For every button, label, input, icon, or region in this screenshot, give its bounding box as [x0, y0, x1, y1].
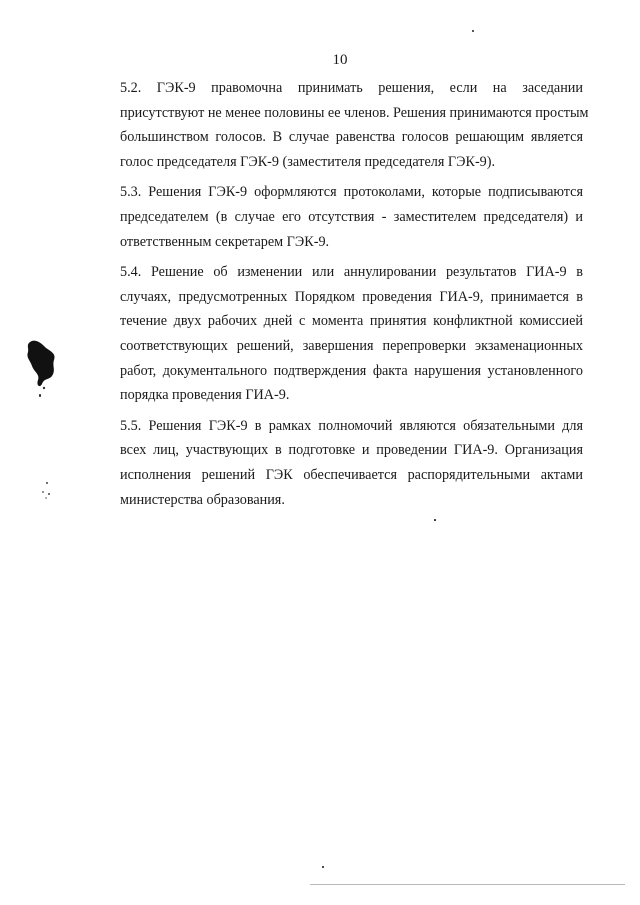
paragraph-5-3 — [98, 180, 583, 254]
paragraph-5-4 — [98, 260, 583, 408]
text-line: исполнения решений ГЭК обеспечивается распорядительными актами — [120, 466, 583, 483]
text-line: присутствуют не менее половины ее членов. Решения принимаются простым — [120, 104, 589, 121]
scan-marks — [38, 480, 54, 500]
text-line: 5.5. Решения ГЭК-9 в рамках полномочий являются обязательными для — [120, 417, 583, 434]
scan-blot-mark — [22, 338, 62, 390]
scan-speck — [472, 30, 474, 32]
text-line: 5.2. ГЭК-9 правомочна принимать решения, если на заседании — [120, 80, 583, 96]
text-line: всех лиц, участвующих в подготовке и проведении ГИА-9. Организация — [120, 442, 583, 459]
text-line: голос председателя ГЭК-9 (заместителя председателя ГЭК-9). — [120, 153, 496, 170]
scan-speck — [39, 394, 41, 397]
page-number: 10 — [332, 52, 348, 68]
text-line: соответствующих решений, завершения перепроверки экзаменационных — [120, 337, 583, 354]
text-line: министерства образования. — [120, 491, 285, 508]
text-line: большинством голосов. В случае равенства голосов решающим является — [120, 129, 583, 146]
text-line: председателем (в случае его отсутствия - заместителем председателя) и — [120, 208, 583, 225]
text-line: 5.4. Решение об изменении или аннулировании результатов ГИА-9 в — [120, 264, 583, 281]
scan-speck — [322, 866, 324, 868]
text-line: случаях, предусмотренных Порядком проведения ГИА-9, принимается в — [120, 288, 583, 305]
text-line: течение двух рабочих дней с момента принятия конфликтной комиссией — [120, 313, 583, 330]
paragraph-5-2 — [98, 76, 589, 174]
document-body — [98, 76, 589, 518]
text-line: порядка проведения ГИА-9. — [120, 387, 290, 404]
scan-edge-line — [310, 884, 625, 885]
scan-speck — [434, 519, 436, 521]
text-line: 5.3. Решения ГЭК-9 оформляются протоколами, которые подписываются — [120, 184, 583, 201]
text-line: ответственным секретарем ГЭК-9. — [120, 233, 330, 250]
text-line: работ, документального подтверждения факта нарушения установленного — [120, 362, 583, 379]
paragraph-5-5 — [98, 414, 583, 512]
